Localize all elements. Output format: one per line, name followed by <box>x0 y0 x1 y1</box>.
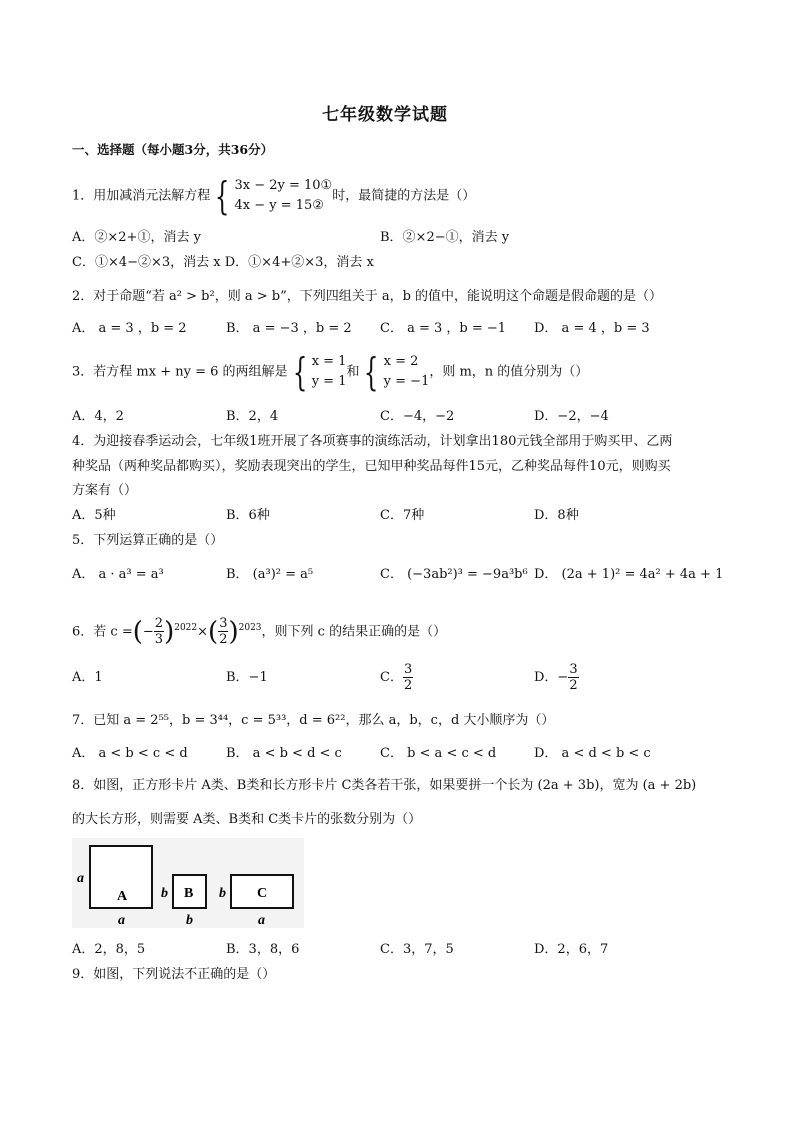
q5-option-b[interactable]: B． (a³)² = a⁵ <box>226 567 314 582</box>
q1-option-cd[interactable]: C．①×4−②×3，消去 x D．①×4+②×3，消去 x <box>72 255 374 270</box>
card-b-side-label: b <box>161 886 168 901</box>
q4-option-d[interactable]: D．8种 <box>534 508 579 523</box>
q1-stem <box>72 176 475 216</box>
q7-option-c[interactable]: C． b < a < c < d <box>380 746 497 761</box>
q4-line1: 4．为迎接春季运动会，七年级1班开展了各项赛事的演练活动，计划拿出180元钱全部用于购买甲、乙两 <box>72 434 673 449</box>
q6-option-a[interactable]: A．1 <box>72 670 103 685</box>
q6-f2-num: 3 <box>219 616 228 632</box>
q2-stem: 2．对于命题“若 a² > b²，则 a > b”，下列四组关于 a，b 的值中，能说明这个命题是假命题的是（） <box>72 289 663 304</box>
q3-s2a: x = 2 <box>383 354 419 369</box>
card-b-bottom-label: b <box>186 913 193 928</box>
q6-exp-2: 2023 <box>238 623 262 633</box>
q8-line1: 8．如图，正方形卡片 A类、B类和长方形卡片 C类各若干张，如果要拼一个长为 (2a + 3b)，宽为 (a + 2b) <box>72 778 697 793</box>
q1-option-b[interactable]: B．②×2−①，消去 y <box>380 230 510 245</box>
card-c-side-label: b <box>219 886 226 901</box>
q7-option-b[interactable]: B． a < b < d < c <box>226 746 342 761</box>
card-c-label: C <box>257 886 268 901</box>
q3-stem-before: 3．若方程 mx + ny = 6 的两组解是 <box>72 364 288 380</box>
q1-eq1: 3x − 2y = 10① <box>234 178 333 193</box>
q4-option-a[interactable]: A．5种 <box>72 508 116 523</box>
q4-option-b[interactable]: B．6种 <box>226 508 270 523</box>
q5-option-c[interactable]: C． (−3ab²)³ = −9a³b⁶ <box>380 567 528 582</box>
paren-close-icon: ) <box>164 616 175 647</box>
q3-option-d[interactable]: D．−2，−4 <box>534 409 609 424</box>
q3-stem <box>72 352 588 392</box>
q5-option-a[interactable]: A． a · a³ = a³ <box>72 567 164 582</box>
q8-line2: 的大长方形，则需要 A类、B类和 C类卡片的张数分别为（） <box>72 812 422 827</box>
q7-option-d[interactable]: D． a < d < b < c <box>534 746 651 761</box>
q5-option-d[interactable]: D． (2a + 1)² = 4a² + 4a + 1 <box>534 567 724 582</box>
q8-option-a[interactable]: A．2，8，5 <box>72 942 146 957</box>
q6-times: × <box>197 624 209 640</box>
q2-option-b[interactable]: B． a = −3 ，b = 2 <box>226 321 352 336</box>
section-heading: 一、选择题（每小题3分，共36分） <box>72 142 274 157</box>
paren-open-icon: ( <box>132 616 143 647</box>
card-b-label: B <box>184 886 194 901</box>
q2-option-d[interactable]: D． a = 4 ，b = 3 <box>534 321 650 336</box>
q3-system-1 <box>312 352 347 392</box>
q6-option-d[interactable] <box>534 660 579 696</box>
q2-option-a[interactable]: A． a = 3 ，b = 2 <box>72 321 187 336</box>
q6-c-den: 2 <box>403 678 413 693</box>
q6-frac-1 <box>154 616 164 647</box>
q1-option-a[interactable]: A．②×2+①，消去 y <box>72 230 201 245</box>
q3-option-b[interactable]: B．2，4 <box>226 409 279 424</box>
paren-close-icon: ) <box>228 616 239 647</box>
q6-option-c-frac <box>403 662 413 693</box>
q6-d-den: 2 <box>569 678 578 693</box>
q8-option-b[interactable]: B．3，8，6 <box>226 942 300 957</box>
q7-option-a[interactable]: A． a < b < c < d <box>72 746 188 761</box>
q6-stem: 6．若 c =(− $\frac{2}{3}$ )$^{2022}$×( $\frac{3}{2}$ )$^{2023}$，则下列 c 的结果正确的是（） <box>72 616 447 648</box>
q4-line3: 方案有（） <box>72 483 138 498</box>
q5-stem: 5．下列运算正确的是（） <box>72 533 224 548</box>
q6-option-c[interactable] <box>380 660 413 696</box>
q8-option-d[interactable]: D．2，6，7 <box>534 942 609 957</box>
q6-f1-num: 2 <box>154 616 164 632</box>
card-a-bottom-label: a <box>118 913 125 928</box>
q1-system <box>234 176 332 216</box>
q7-stem: 7．已知 a = 2⁵⁵，b = 3⁴⁴，c = 5³³，d = 6²²，那么 a，b，c，d 大小顺序为（） <box>72 713 555 728</box>
paren-open-icon: ( <box>208 616 219 647</box>
card-a-label: A <box>117 889 128 904</box>
page-title: 七年级数学试题 <box>322 105 448 125</box>
q3-s2b: y = −1 <box>383 374 430 389</box>
q1-eq2: 4x − y = 15② <box>234 198 324 213</box>
q4-line2: 种奖品（两种奖品都购买），奖励表现突出的学生，已知甲种奖品每件15元，乙种奖品每件10元，则购买 <box>72 459 671 474</box>
brace-icon: { <box>364 350 379 394</box>
q4-option-c[interactable]: C．7种 <box>380 508 425 523</box>
q6-option-c-label: C． <box>380 670 403 685</box>
brace-icon: { <box>292 350 307 394</box>
q3-stem-after: ，则 m，n 的值分别为（） <box>429 364 589 380</box>
card-c-bottom-label: a <box>258 913 265 928</box>
q3-and: 和 <box>346 364 360 380</box>
q3-option-c[interactable]: C．−4，−2 <box>380 409 455 424</box>
brace-icon: { <box>215 174 230 218</box>
q6-c-num: 3 <box>403 662 413 677</box>
q6-option-d-frac <box>568 662 578 693</box>
q6-exp-1: 2022 <box>174 623 198 633</box>
q6-option-d-label: D．− <box>534 670 569 685</box>
q9-stem: 9．如图，下列说法不正确的是（） <box>72 967 276 982</box>
q1-stem-before: 1．用加减消元法解方程 <box>72 188 211 204</box>
q3-s1a: x = 1 <box>311 354 347 369</box>
q6-stem-before: 6．若 c = <box>72 624 133 640</box>
q6-option-b[interactable]: B．−1 <box>226 670 268 685</box>
card-figure <box>72 838 304 928</box>
q6-f2-den: 2 <box>219 632 228 648</box>
q6-f1-den: 3 <box>154 632 164 648</box>
q3-option-a[interactable]: A．4，2 <box>72 409 124 424</box>
q6-stem-after: ，则下列 c 的结果正确的是（） <box>261 624 447 640</box>
q6-d-num: 3 <box>569 662 578 677</box>
q6-frac-2 <box>218 616 228 647</box>
q2-option-c[interactable]: C． a = 3 ，b = −1 <box>380 321 507 336</box>
card-a-side-label: a <box>77 871 84 886</box>
q3-system-2 <box>384 352 430 392</box>
q8-option-c[interactable]: C．3，7，5 <box>380 942 454 957</box>
q1-stem-after: 时，最简捷的方法是（） <box>332 188 476 204</box>
q3-s1b: y = 1 <box>311 374 347 389</box>
